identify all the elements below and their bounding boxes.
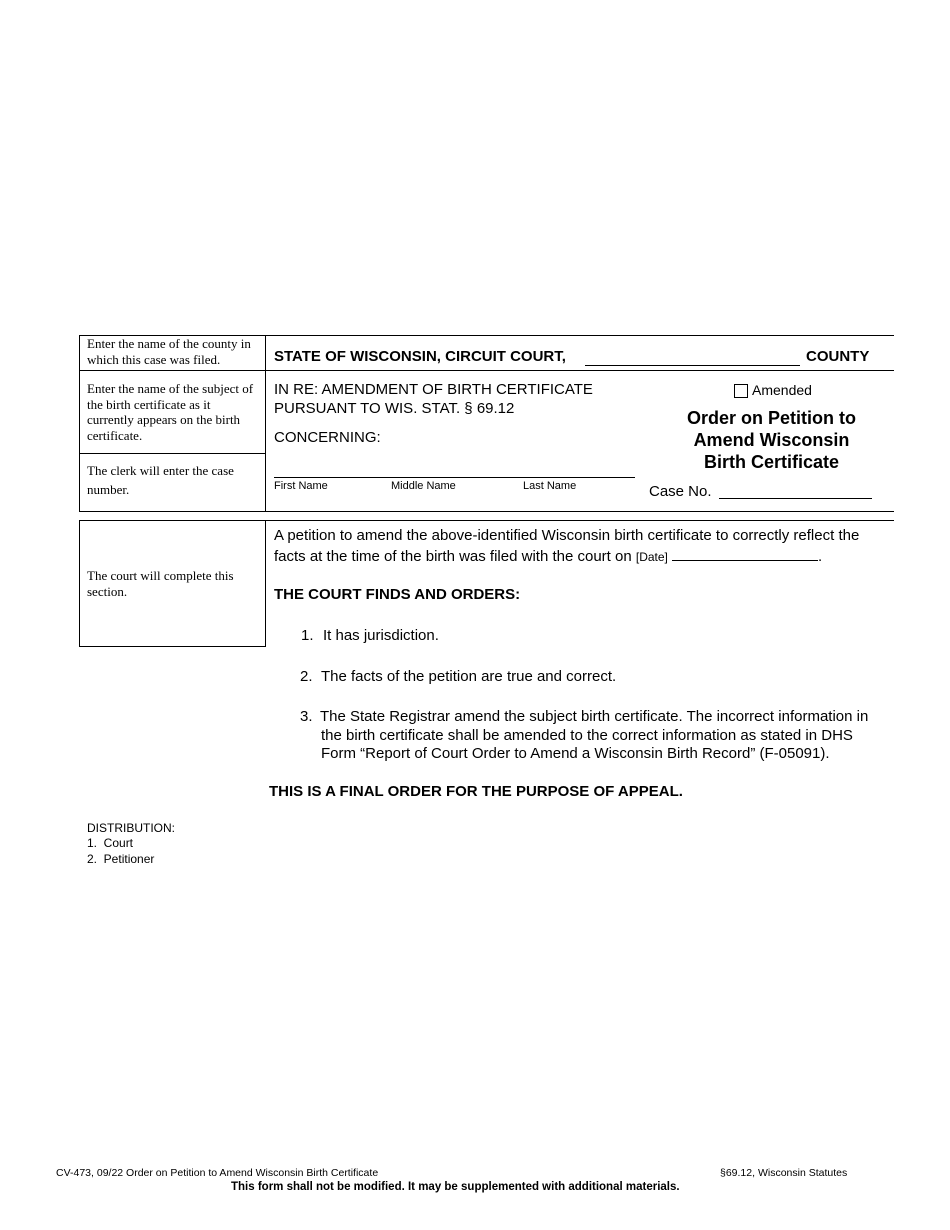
- subject-name-field[interactable]: [274, 477, 635, 478]
- box1-column-divider: [265, 335, 266, 512]
- in-re-line-1: IN RE: AMENDMENT OF BIRTH CERTIFICATE: [274, 381, 593, 398]
- case-number-field[interactable]: [719, 498, 872, 499]
- petition-text-line-2: [274, 546, 822, 565]
- order-item-2-number: 2.: [300, 668, 313, 685]
- last-name-label: Last Name: [523, 480, 577, 492]
- distribution-item-court: 1. Court: [87, 836, 134, 850]
- concerning-label: CONCERNING:: [274, 429, 381, 446]
- box1-note-divider: [79, 453, 266, 454]
- petition-text-line-1: A petition to amend the above-identified Wisconsin birth certificate to correctly reflect the: [274, 527, 860, 544]
- court-section-top-border: [265, 520, 894, 521]
- order-item-1-number: 1.: [301, 627, 314, 644]
- period: .: [818, 548, 823, 565]
- order-item-3-line-1: The State Registrar amend the subject birth certificate. The incorrect information in: [320, 708, 869, 725]
- subject-instruction-note: Enter the name of the subject of the birth certificate as it currently appears on the birth certificate.: [87, 381, 254, 443]
- form-title-line-1: Order on Petition to: [687, 408, 856, 428]
- order-item-3-line-2: the birth certificate shall be amended to the correct information as stated in DHS: [321, 726, 853, 744]
- order-item-3-number: 3.: [300, 708, 313, 725]
- form-title-line-3: Birth Certificate: [703, 452, 840, 472]
- county-instruction-note: Enter the name of the county in which this case was filed.: [87, 336, 251, 367]
- distribution-item-petitioner: 2. Petitioner: [87, 852, 155, 866]
- distribution-heading: DISTRIBUTION:: [87, 821, 176, 835]
- order-item-3-line-3: Form “Report of Court Order to Amend a Wisconsin Birth Record” (F-05091).: [321, 745, 830, 762]
- order-item-3: [321, 708, 868, 764]
- box1-left-border: [79, 335, 80, 512]
- findings-heading: THE COURT FINDS AND ORDERS:: [274, 586, 521, 603]
- form-title: [650, 407, 893, 473]
- case-no-label: Case No.: [649, 483, 712, 500]
- court-caption: STATE OF WISCONSIN, CIRCUIT COURT,: [274, 348, 566, 365]
- county-label: COUNTY: [806, 348, 870, 365]
- box1-header-divider: [79, 370, 894, 371]
- amended-checkbox[interactable]: [734, 384, 748, 398]
- statute-reference: §69.12, Wisconsin Statutes: [720, 1167, 848, 1179]
- petition-date-field[interactable]: [672, 546, 818, 561]
- clerk-instruction-note: The clerk will enter the case number.: [87, 463, 234, 497]
- first-name-label: First Name: [274, 480, 328, 492]
- middle-name-label: Middle Name: [391, 480, 456, 492]
- in-re-line-2: PURSUANT TO WIS. STAT. § 69.12: [274, 400, 515, 417]
- order-item-2: The facts of the petition are true and correct.: [321, 668, 617, 685]
- form-id: CV-473, 09/22 Order on Petition to Amend Wisconsin Birth Certificate: [56, 1167, 379, 1179]
- petition-text-line-2-text: facts at the time of the birth was filed with the court on: [274, 548, 632, 565]
- order-item-1: It has jurisdiction.: [323, 627, 439, 644]
- county-name-field[interactable]: [585, 365, 800, 366]
- box1-bottom-border: [79, 511, 894, 512]
- date-label: [Date]: [635, 550, 668, 564]
- form-title-line-2: Amend Wisconsin: [693, 430, 850, 450]
- final-order-statement: THIS IS A FINAL ORDER FOR THE PURPOSE OF APPEAL.: [269, 783, 683, 800]
- modification-notice: This form shall not be modified. It may be supplemented with additional materials.: [231, 1181, 680, 1193]
- amended-label: Amended: [752, 382, 812, 398]
- court-instruction-note: The court will complete this section.: [87, 568, 234, 599]
